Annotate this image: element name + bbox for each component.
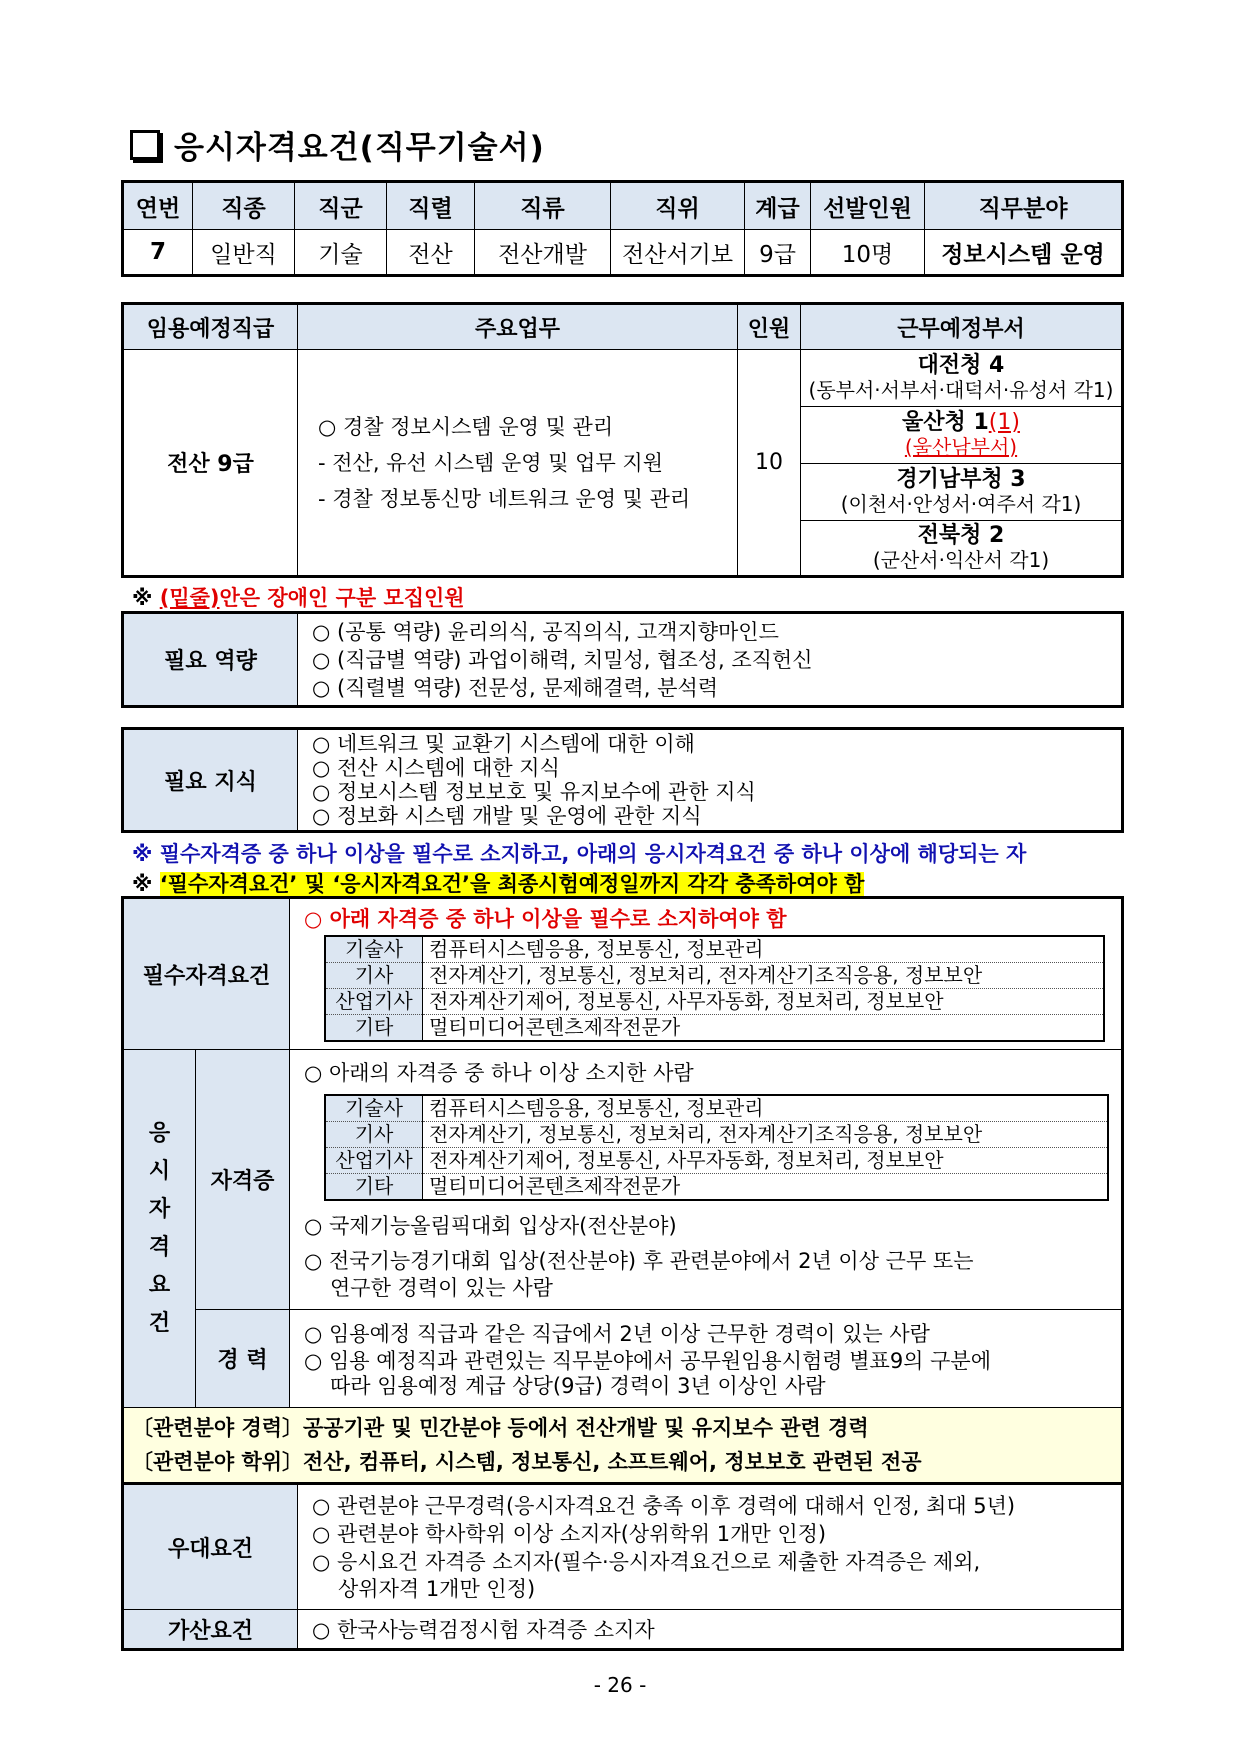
cert-grade: 기술사 bbox=[326, 1096, 423, 1122]
summary-header: 직위 bbox=[611, 182, 745, 230]
cert-list: 멀티미디어콘텐츠제작전문가 bbox=[429, 1015, 681, 1039]
knowledge-item: ○ 정보화 시스템 개발 및 운영에 관한 지식 bbox=[312, 804, 702, 828]
preference-table bbox=[121, 1482, 1124, 1651]
knowledge-item: ○ 정보시스템 정보보호 및 유지보수에 관한 지식 bbox=[312, 780, 756, 804]
required-label: 필수자격요건 bbox=[123, 898, 290, 1050]
deadline-note bbox=[132, 868, 864, 898]
related-item: 〔관련분야 학위〕전산, 컴퓨터, 시스템, 정보통신, 소프트웨어, 정보보호 관련된 전공 bbox=[132, 1450, 922, 1474]
cert-grade: 기사 bbox=[326, 1122, 423, 1148]
dept-name: 대전청 4 bbox=[917, 353, 1005, 378]
duty-item: - 전산, 유선 시스템 운영 및 업무 지원 bbox=[318, 450, 663, 475]
summary-value: 10명 bbox=[811, 230, 925, 276]
eligibility-cert-item-cont: 연구한 경력이 있는 사람 bbox=[330, 1276, 553, 1300]
eligibility-cert-intro: ○ 아래의 자격증 중 하나 이상 소지한 사람 bbox=[304, 1061, 694, 1085]
career-content bbox=[290, 1310, 1123, 1408]
eligibility-cert-content bbox=[290, 1050, 1123, 1310]
knowledge-label: 필요 지식 bbox=[123, 729, 298, 832]
cert-grade: 기타 bbox=[326, 1015, 423, 1041]
related-box bbox=[123, 1408, 1123, 1484]
eligibility-char: 건 bbox=[148, 1310, 171, 1336]
summary-value: 정보시스템 운영 bbox=[925, 230, 1123, 276]
related-item: 〔관련분야 경력〕공공기관 및 민간분야 등에서 전산개발 및 유지보수 관련 경력 bbox=[132, 1416, 869, 1440]
summary-table bbox=[121, 180, 1124, 277]
eligibility-label bbox=[123, 1050, 196, 1408]
checkbox-square-icon bbox=[130, 130, 160, 160]
dept-detail: (이천서·안성서·여주서 각1) bbox=[840, 492, 1082, 516]
summary-value: 7 bbox=[123, 230, 193, 276]
summary-value: 일반직 bbox=[193, 230, 295, 276]
summary-value: 전산개발 bbox=[475, 230, 611, 276]
eligibility-cert-item: ○ 전국기능경기대회 입상(전산분야) 후 관련분야에서 2년 이상 근무 또는 bbox=[304, 1249, 974, 1273]
preference-item: ○ 관련분야 학사학위 이상 소지자(상위학위 1개만 인정) bbox=[312, 1522, 827, 1546]
knowledge-items bbox=[298, 729, 1123, 832]
dept-detail: (군산서·익산서 각1) bbox=[872, 548, 1050, 572]
competency-item: ○ (공통 역량) 윤리의식, 공직의식, 고객지향마인드 bbox=[312, 619, 779, 644]
summary-value: 기술 bbox=[295, 230, 387, 276]
cert-list: 전자계산기, 정보통신, 정보처리, 전자계산기조직응용, 정보보안 bbox=[423, 963, 1104, 989]
preference-label: 우대요건 bbox=[123, 1484, 298, 1610]
eligibility-char: 시 bbox=[148, 1158, 171, 1184]
competency-item: ○ (직급별 역량) 과업이해력, 치밀성, 협조성, 조직헌신 bbox=[312, 647, 813, 672]
cert-requirement-note: ※ 필수자격증 중 하나 이상을 필수로 소지하고, 아래의 응시자격요건 중 하나 이상에 해당되는 자 bbox=[132, 842, 1027, 866]
page-number: - 26 - bbox=[593, 1673, 647, 1697]
dept-name: 울산청 1 bbox=[902, 410, 989, 435]
required-intro: ○ 아래 자격증 중 하나 이상을 필수로 소지하여야 함 bbox=[304, 907, 787, 931]
competency-table bbox=[121, 611, 1124, 708]
summary-value: 전산 bbox=[387, 230, 475, 276]
duty-item: ○ 경찰 정보시스템 운영 및 관리 bbox=[318, 414, 614, 439]
dept-name: 전북청 2 bbox=[917, 523, 1005, 548]
duties-cell bbox=[298, 350, 738, 577]
cert-list: 멀티미디어콘텐츠제작전문가 bbox=[429, 1174, 681, 1198]
summary-header: 선발인원 bbox=[811, 182, 925, 230]
required-cert-box bbox=[324, 935, 1105, 1042]
dept-detail: (울산남부서) bbox=[904, 435, 1018, 459]
dept-cell bbox=[801, 464, 1123, 521]
knowledge-item: ○ 네트워크 및 교환기 시스템에 대한 이해 bbox=[312, 732, 695, 756]
summary-value: 9급 bbox=[745, 230, 811, 276]
eligibility-cert-item: ○ 국제기능올림픽대회 입상자(전산분야) bbox=[304, 1214, 677, 1238]
eligibility-cert-box bbox=[324, 1094, 1109, 1201]
eligibility-char: 응 bbox=[148, 1120, 171, 1146]
dept-cell bbox=[801, 350, 1123, 407]
summary-header: 계급 bbox=[745, 182, 811, 230]
note-mark: ※ bbox=[132, 586, 160, 610]
summary-header: 직무분야 bbox=[925, 182, 1123, 230]
cert-grade: 산업기사 bbox=[326, 989, 423, 1015]
cert-list: 전자계산기제어, 정보통신, 사무자동화, 정보처리, 정보보안 bbox=[423, 1148, 1108, 1174]
career-item-cont: 따라 임용예정 계급 상당(9급) 경력이 3년 이상인 사람 bbox=[330, 1373, 826, 1398]
bonus-label: 가산요건 bbox=[123, 1610, 298, 1650]
positions-header: 주요업무 bbox=[298, 304, 738, 350]
dept-detail: (동부서·서부서·대덕서·유성서 각1) bbox=[808, 378, 1114, 402]
career-item: ○ 임용 예정직과 관련있는 직무분야에서 공무원임용시험령 별표9의 구분에 bbox=[304, 1348, 992, 1373]
disabled-note bbox=[132, 582, 465, 612]
dept-name: 경기남부청 3 bbox=[896, 467, 1026, 492]
positions-header: 임용예정직급 bbox=[123, 304, 298, 350]
cert-list: 컴퓨터시스템응용, 정보통신, 정보관리 bbox=[423, 1096, 1108, 1122]
required-content bbox=[290, 898, 1123, 1050]
cert-list: 전자계산기제어, 정보통신, 사무자동화, 정보처리, 정보보안 bbox=[423, 989, 1104, 1015]
summary-header: 연번 bbox=[123, 182, 193, 230]
eligibility-char: 격 bbox=[148, 1234, 171, 1260]
summary-header: 직군 bbox=[295, 182, 387, 230]
cert-label: 자격증 bbox=[196, 1050, 290, 1310]
duty-item: - 경찰 정보통신망 네트워크 운영 및 관리 bbox=[318, 486, 691, 511]
summary-header: 직류 bbox=[475, 182, 611, 230]
requirements-table bbox=[121, 896, 1124, 1485]
preference-item-cont: 상위자격 1개만 인정) bbox=[338, 1577, 536, 1601]
dept-cell bbox=[801, 407, 1123, 464]
cert-list: 컴퓨터시스템응용, 정보통신, 정보관리 bbox=[423, 937, 1104, 963]
eligibility-char: 자 bbox=[148, 1196, 171, 1222]
summary-header: 직종 bbox=[193, 182, 295, 230]
summary-value: 전산서기보 bbox=[611, 230, 745, 276]
dept-cell bbox=[801, 521, 1123, 577]
positions-header: 근무예정부서 bbox=[801, 304, 1123, 350]
note-rest: 안은 장애인 구분 모집인원 bbox=[219, 586, 465, 610]
cert-grade: 산업기사 bbox=[326, 1148, 423, 1174]
cert-grade: 기타 bbox=[326, 1174, 423, 1200]
positions-table bbox=[121, 302, 1124, 578]
summary-header: 직렬 bbox=[387, 182, 475, 230]
cert-grade: 기술사 bbox=[326, 937, 423, 963]
page-title-text: 응시자격요건(직무기술서) bbox=[174, 130, 545, 166]
knowledge-item: ○ 전산 시스템에 대한 지식 bbox=[312, 756, 560, 780]
summary-header-row bbox=[123, 182, 1123, 230]
note-mark: ※ bbox=[132, 872, 160, 896]
preference-item: ○ 응시요건 자격증 소지자(필수·응시자격요건으로 제출한 자격증은 제외, bbox=[312, 1550, 981, 1574]
knowledge-table bbox=[121, 727, 1124, 833]
cert-list: 전자계산기, 정보통신, 정보처리, 전자계산기조직응용, 정보보안 bbox=[423, 1122, 1108, 1148]
competency-label: 필요 역량 bbox=[123, 613, 298, 707]
deadline-note-text: ‘필수자격요건’ 및 ‘응시자격요건’을 최종시험예정일까지 각각 충족하여야 함 bbox=[159, 872, 865, 896]
career-label: 경 력 bbox=[196, 1310, 290, 1408]
count-cell: 10 bbox=[738, 350, 801, 577]
grade-cell: 전산 9급 bbox=[123, 350, 298, 577]
cert-grade: 기사 bbox=[326, 963, 423, 989]
dept-disabled-count: (1) bbox=[988, 410, 1020, 435]
preference-items bbox=[298, 1484, 1123, 1610]
summary-value-row bbox=[123, 230, 1123, 276]
note-red: (밑줄) bbox=[159, 586, 220, 610]
competency-item: ○ (직렬별 역량) 전문성, 문제해결력, 분석력 bbox=[312, 675, 719, 700]
competency-items bbox=[298, 613, 1123, 707]
preference-item: ○ 관련분야 근무경력(응시자격요건 충족 이후 경력에 대해서 인정, 최대 5년) bbox=[312, 1494, 1016, 1518]
eligibility-char: 요 bbox=[148, 1272, 171, 1298]
positions-header: 인원 bbox=[738, 304, 801, 350]
bonus-item: ○ 한국사능력검정시험 자격증 소지자 bbox=[298, 1610, 1123, 1650]
career-item: ○ 임용예정 직급과 같은 직급에서 2년 이상 근무한 경력이 있는 사람 bbox=[304, 1321, 930, 1346]
page-title bbox=[130, 122, 545, 167]
